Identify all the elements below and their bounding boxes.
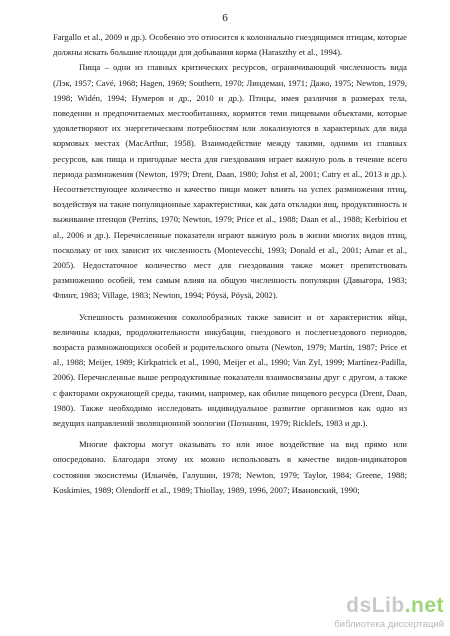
paragraph-2: Пища – одни из главных критических ресурсов, ограничивающий численность вида (Лэк, 1957; Cavé, 1968; Hagen, 1969; Southern, 1970; Линдеман, 1971; Дажо, 1975; Newton, 1979, 1998; Widén, 1994; Нумеров и др., 2010 и др.). Птицы, имея различия в размерах тела, поведении и предпочитаемых местообитаниях, кормятся теми пищевыми объектами, которые удовлетворяют их энергетическим потребностям или локализуются в характерных для вида кормовых местах (MacArthur, 1958). Взаимодействие между такими, одними из главных ресурсов, как пища и пригодные места для гнездования играет важную роль в течение всего периода размножения (Newton, 1979; Drent, Daan, 1980; Johst et al, 2001; Catry et al., 2013 и др.). Несоответствующее количество и качество пищи может влиять на успех размножения птиц, воздействуя на такие популяционные характеристики, как дата откладки яиц, продуктивность и выживание птенцов (Perrins, 1970; Newton, 1979; Price et al., 1988; Daan et al., 1988; Kerbiriou et al., 2006 и др.). Перечисленные показатели играют важную роль в жизни многих видов птиц, поскольку от них зависит их численность (Montevecchi, 1993; Donald et al., 2001; Amar et al., 2005). Недостаточное количество мест для гнездования также может препятствовать размножению особей, тем самым влияя на общую численность популяции (Давыгора, 1983; Флинт, 1983; Village, 1983; Newton, 1994; Pöysä, Pöysä, 2002). (53, 62, 407, 301)
paragraph-3: Успешность размножения соколообразных также зависит и от характеристик яйца, величины кладки, продолжительности инкубации, гнездового и послегнездового периодов, возраста размножающихся особей и родительского опыта (Newton, 1979; Martin, 1987; Price et al., 1988; Meijer, 1989; Kirkpatrick et al., 1990, Meijer et al., 1990; Van Zyl, 1999; Martínez-Padilla, 2006). Перечисленные выше репродуктивные показатели взаимосвязаны друг с другом, а также с факторами окружающей среды, такими, например, как обилие пищевого ресурса (Drent, Daan, 1980). Также необходимо исследовать индивидуальное развитие организмов как одно из ведущих направлений эволюционной зоологии (Познанин, 1979; Ricklefs, 1983 и др.). (53, 311, 407, 429)
paragraph-4: Многие факторы могут оказывать то или иное воздействие на вид прямо или опосредовано. Благодаря этому их можно использовать в качестве видов-индикаторов состояния экосистемы (Ильичёв, Галушин, 1978; Newton, 1979; Taylor, 1984; Greene, 1988; Koskimies, 1989; Olendorff et al., 1989; Thiollay, 1989, 1996, 2007; Ивановский, 1990; (53, 439, 407, 495)
page-number: 6 (222, 12, 228, 24)
paragraph-1: Fargallo et al., 2009 и др.). Особенно это относится к колониально гнездящимся птицам, которые должны искать большие площади для добывания корма (Haraszthy et al., 1994). (53, 32, 407, 58)
watermark-caption: библиотека диссертаций (334, 619, 444, 630)
watermark-logo-main: dsLib (346, 594, 405, 617)
site-watermark (314, 594, 444, 632)
watermark-logo-accent: .net (404, 594, 444, 617)
watermark-logo (346, 594, 444, 618)
document-body (53, 30, 407, 498)
